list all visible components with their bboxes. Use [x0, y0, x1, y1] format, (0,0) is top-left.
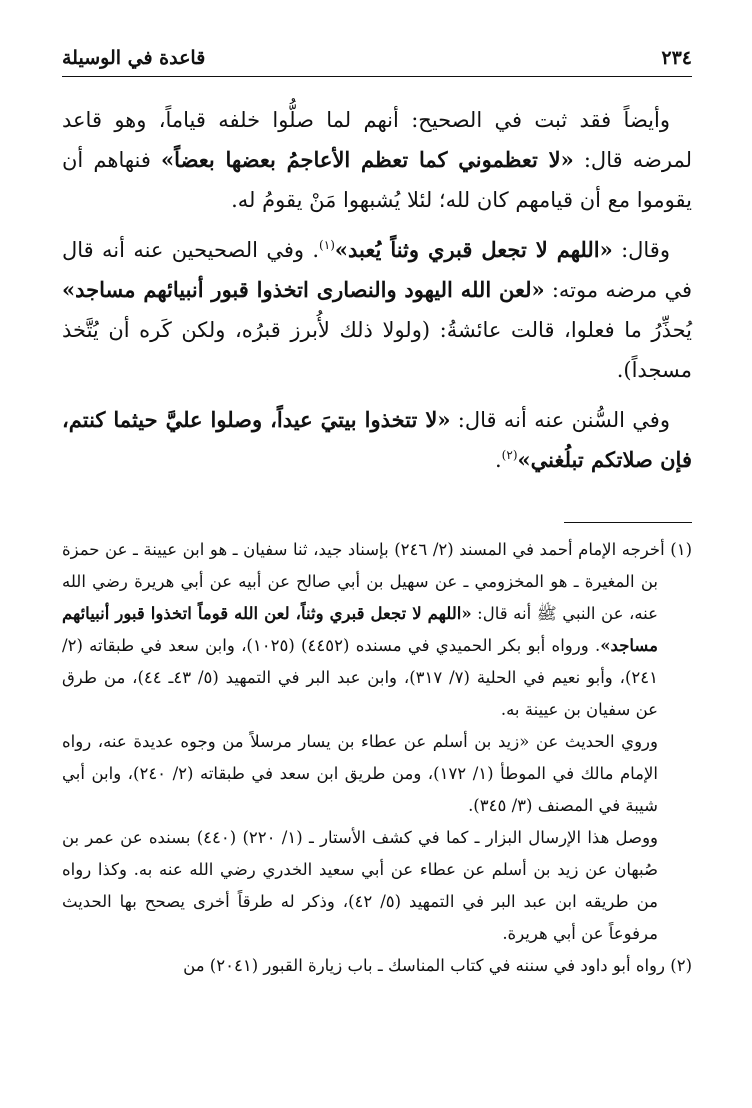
text-span: . ورواه أبو بكر الحميدي في مسنده (٤٤٥٢) (١٠٢٥)، وابن سعد في طبقاته (٢/ ٢٤١)، وأبو نعيم في الحلية (٧/ ٣١٧)، وابن عبد البر في التمهيد (٥/ ٤٣ـ ٤٤)، من طرق عن سفيان بن عيينة به. [62, 636, 658, 719]
text-span: رواه أبو داود في سننه في كتاب المناسك ـ باب زيارة القبور (٢٠٤١) من [183, 956, 665, 975]
footnote-number: (٢) [665, 956, 692, 975]
page-number: ٢٣٤ [661, 47, 692, 69]
text-span: . [494, 448, 502, 472]
text-span: وقال: [612, 238, 670, 262]
hadith-quote: «لا تعظموني كما تعظم الأعاجمُ بعضها بعضاً» [161, 147, 574, 172]
footnotes [62, 534, 692, 982]
text-span: فنهاهم أن يقوموا مع أن قيامهم كان لله؛ لئلا يُشبهوا مَنْ يقومُ له. [62, 148, 692, 212]
footnote-ref[interactable]: (١) [319, 238, 335, 252]
footnote-ref[interactable]: (٢) [501, 448, 518, 462]
text-span: وأيضاً فقد ثبت في الصحيح: أنهم لما صلُّوا خلفه قياماً، وهو قاعد لمرضه قال: [62, 108, 692, 172]
hadith-quote: «اللهم لا تجعل قبري وثناً، لعن الله قوماً اتخذوا قبور أنبيائهم مساجد» [62, 604, 658, 655]
hadith-quote: «اللهم لا تجعل قبري وثناً يُعبد» [334, 237, 613, 262]
text-span: يُحذِّرُ ما فعلوا، قالت عائشةُ: (ولولا ذلك لأُبرز قبرُه، ولكن كَره أن يُتَّخذ مسجداً). [62, 318, 692, 382]
hadith-quote: «لا تتخذوا بيتيَ عيداً، وصلوا عليَّ حيثما كنتم، فإن صلاتكم تبلُغني» [62, 407, 692, 472]
running-title: قاعدة في الوسيلة [62, 47, 206, 69]
footnote-1 [62, 534, 692, 726]
footnote-1-para-2: وروي الحديث عن «زيد بن أسلم عن عطاء بن يسار مرسلاً من وجوه عديدة عنه، رواه الإمام مالك في الموطأ (١/ ١٧٢)، ومن طريق ابن سعد في طبقاته (٢/ ٢٤٠)، وابن أبي شيبة في المصنف (٣/ ٣٤٥). [62, 732, 659, 815]
text-span: وفي السُّنن عنه أنه قال: [450, 408, 670, 432]
paragraph-3 [62, 400, 692, 480]
paragraph-1 [62, 100, 692, 220]
text-span: أخرجه الإمام أحمد في المسند (٢/ ٢٤٦) بإسناد جيد، ثنا سفيان ـ هو ابن عيينة ـ عن حمزة بن المغيرة ـ هو المخزومي ـ عن سهيل بن أبي صالح عن أبيه عن أبي هريرة رضي الله عنه، عن النبي ﷺ أنه قال: [62, 540, 665, 623]
footnote-2 [62, 950, 692, 982]
hadith-quote: «لعن الله اليهود والنصارى اتخذوا قبور أنبيائهم مساجد» [62, 277, 545, 302]
page-header [62, 40, 692, 77]
footnote-1-para-3: ووصل هذا الإرسال البزار ـ كما في كشف الأستار ـ (١/ ٢٢٠) (٤٤٠) بسنده عن عمر بن صُبهان عن زيد بن أسلم عن عطاء عن أبي سعيد الخدري رضي الله عنه به. وكذا رواه من طريقه ابن عبد البر في التمهيد (٥/ ٤٢)، وذكر له طرقاً أخرى يصحح بها الحديث مرفوعاً عن أبي هريرة. [62, 828, 659, 943]
main-text [62, 100, 692, 490]
text-span: . وفي الصحيحين عنه أنه قال في مرضه موته: [62, 238, 692, 302]
paragraph-2 [62, 230, 692, 390]
footnote-number: (١) [664, 540, 693, 559]
footnote-separator [564, 522, 692, 523]
